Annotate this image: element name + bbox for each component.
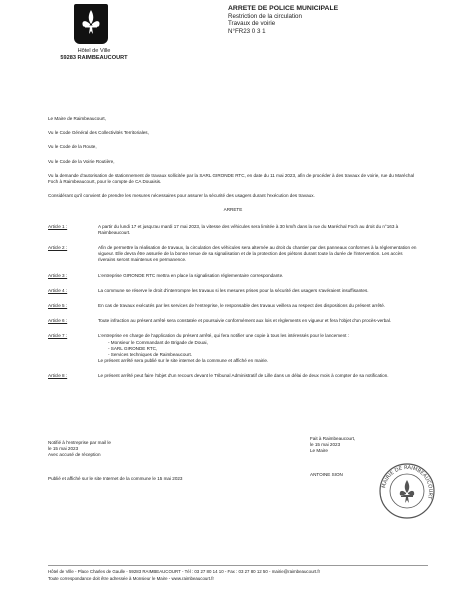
article-2 — [48, 245, 418, 264]
article-label: Article 2 : — [48, 245, 68, 251]
page-footer — [48, 565, 428, 582]
considering-clause: Considérant qu'il convient de prendre les mesures nécessaires pour assurer la sécurité des usagers durant l'exécution des travaux. — [48, 193, 315, 199]
vu-request: Vu la demande d'autorisation de stationnement de travaux sollicitée par la SARL GIRONDE RTC, en date du 11 mai 2023, afin de procéder à des travaux de voirie, rue du Maréchal Foch à Raimbeaucourt, pour le compte de CA Douaisis. — [48, 172, 415, 185]
mayor-intro: Le Maire de Raimbeaucourt, — [48, 116, 106, 121]
town-address — [46, 48, 142, 62]
article-5 — [48, 303, 418, 309]
article-text: Afin de permettre la réalisation de travaux, la circulation des véhicules sera alternée au droit du chantier par des panneaux conformes à la réglementation en vigueur. Elle devra être assurée de la bonne tenue de sa signalisation et de la protection des piétons durant toute la durée de l'intervention. Les accès riverains seront maintenus en permanence. — [98, 245, 417, 263]
signature-place: Fait à Raimbeaucourt, — [310, 436, 356, 441]
town-hall-label: Hôtel de Ville — [77, 48, 111, 54]
document-subtitle-1: Restriction de la circulation — [228, 12, 302, 20]
town-postcode: 59283 RAIMBEAUCOURT — [60, 55, 128, 61]
notification-line: Notifié à l'entreprise par mail le — [48, 440, 111, 445]
article-3 — [48, 273, 418, 279]
article-label: Article 6 : — [48, 318, 68, 324]
article-text: L'entreprise en charge de l'application du présent arrêté, qui fera notifier une copie à tous les intéressés pour le lancement : — [98, 333, 349, 339]
article-text: Le présent arrêté peut faire l'objet d'un recours devant le Tribunal Administratif de Lille dans un délai de deux mois à compter de sa notification. — [98, 373, 389, 379]
article-7 — [48, 333, 418, 364]
svg-text:MAIRIE DE RAIMBEAUCOURT: MAIRIE DE RAIMBEAUCOURT — [381, 464, 434, 500]
arrete-heading: ARRETE — [223, 207, 243, 213]
article-text: A partir du lundi 17 et jusqu'au mardi 17 mai 2023, la vitesse des véhicules sera limitée à 30 km/h dans la rue du Maréchal Foch au droit du n°163 à Raimbeaucourt. — [98, 223, 399, 235]
notification-date: le 15 mai 2023 — [48, 446, 79, 451]
article-6 — [48, 318, 418, 324]
vu-item-3: Vu le Code de la Voirie Routière, — [48, 158, 115, 164]
fleur-de-lis-icon — [79, 8, 103, 38]
article-text: Toute infraction au présent arrêté sera constatée et poursuivie conformément aux lois et règlements en vigueur et fera l'objet d'un procès-verbal. — [98, 318, 392, 324]
signature-name: ANTOINE SION — [310, 472, 343, 477]
article-label: Article 4 : — [48, 287, 68, 293]
article-8 — [48, 373, 418, 379]
article-text: L'entreprise GIRONDE RTC mettra en place la signalisation réglementaire correspondante. — [98, 272, 284, 278]
mairie-stamp-seal — [378, 462, 436, 520]
notification-block — [48, 440, 178, 458]
document-title: ARRETE DE POLICE MUNICIPALE — [228, 5, 339, 12]
article-text: La commune se réserve le droit d'interrompre les travaux si les mesures prises pour la sécurité des usagers s'avéraient insuffisantes. — [98, 287, 369, 293]
article-label: Article 7 : — [48, 333, 68, 339]
document-header — [228, 5, 388, 35]
footer-address: Hôtel de Ville - Place Charles de Gaulle - 59283 RAIMBEAUCOURT - Tél : 03 27 80 14 10 - Fax : 03 27 80 12 50 - mairie@raimbeaucourt.fr — [48, 569, 321, 574]
footer-contact: Toute correspondance doit être adressée à Monsieur le Maire - www.raimbeaucourt.fr — [48, 576, 214, 581]
signature-role: Le Maire — [310, 448, 328, 453]
publication-line: Publié et affiché sur le site Internet de la commune le 15 mai 2023 — [48, 476, 183, 481]
recipient-item: - SARL GIRONDE RTC, — [108, 345, 158, 351]
vu-item-1: Vu le Code Général des Collectivités Territoriales, — [48, 130, 149, 136]
publication-note: Le présent arrêté sera publié sur le site internet de la commune et affiché en mairie. — [98, 358, 269, 364]
article-text: En cas de travaux exécutés par les services de l'entreprise, le responsable des travaux veillera au respect des dispositions du présent arrêté. — [98, 303, 386, 309]
article-label: Article 8 : — [48, 373, 68, 379]
article-4 — [48, 288, 418, 294]
vu-item-2: Vu le Code de la Route, — [48, 144, 97, 150]
document-reference: N°FR23 0 3 1 — [228, 27, 266, 35]
signature-date: le 15 mai 2023 — [310, 442, 341, 447]
article-label: Article 1 : — [48, 223, 68, 229]
article-label: Article 5 : — [48, 303, 68, 309]
recipient-item: - Services techniques de Raimbeaucourt. — [108, 352, 193, 358]
notification-receipt: Avec accusé de réception — [48, 452, 101, 457]
article-1 — [48, 224, 418, 236]
town-crest-logo — [74, 4, 108, 44]
document-body — [48, 116, 418, 389]
article-label: Article 3 : — [48, 272, 68, 278]
recipient-item: - Monsieur le Commandant de Brigade de Douai, — [108, 339, 208, 345]
document-subtitle-2: Travaux de voirie — [228, 20, 276, 28]
